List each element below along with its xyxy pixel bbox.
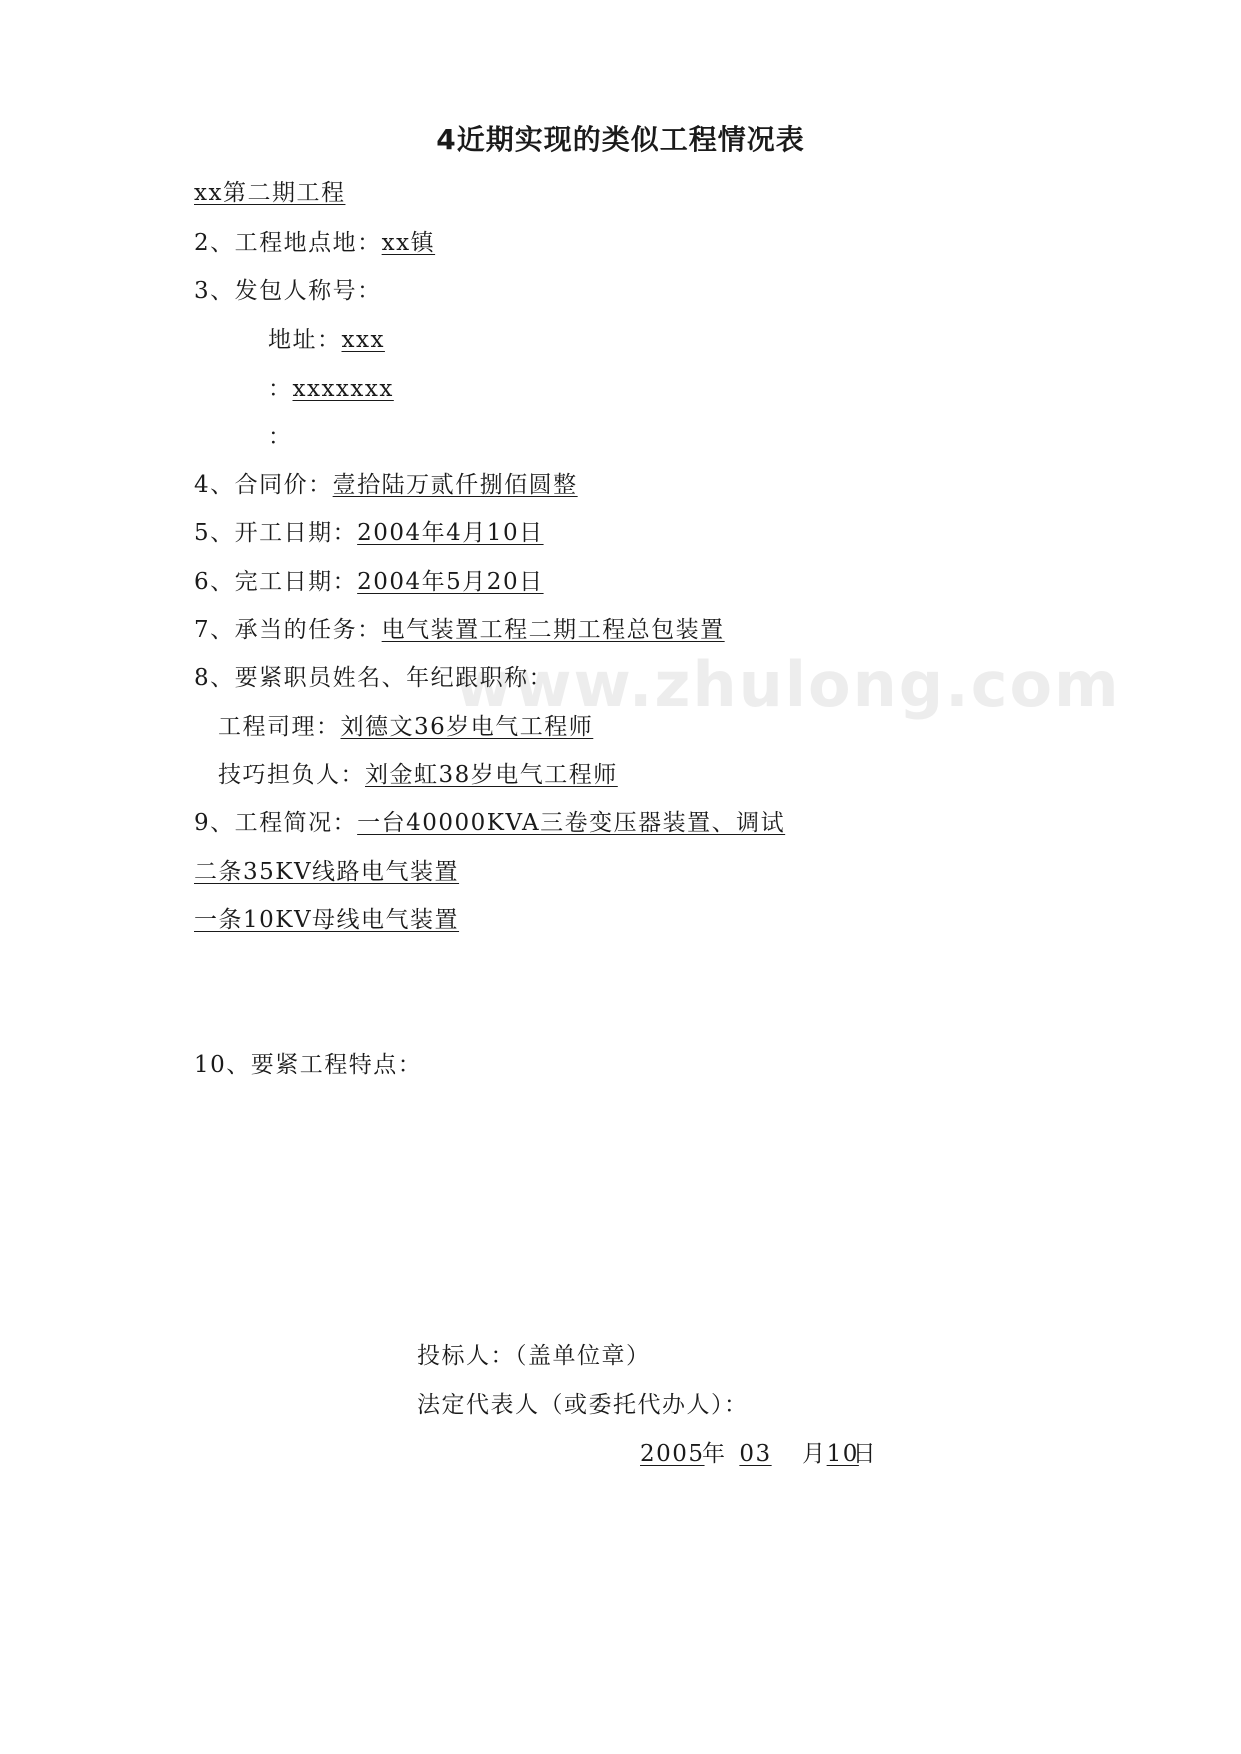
manager-value: 刘德文36岁电气工程师: [340, 714, 594, 740]
watermark: www.zhulong.com: [455, 648, 1121, 721]
page-title: 4近期实现的类似工程情况表: [436, 123, 805, 156]
task-label: 7、承当的任务：: [194, 617, 382, 643]
phone-row: [268, 374, 394, 404]
bidder-line: 投标人：（盖单位章）: [417, 1343, 651, 1369]
tech-label: 技巧担负人：: [218, 762, 365, 788]
start-date-value: 2004年4月10日: [357, 520, 544, 546]
summary-line1: 一台40000KVA三卷变压器装置、调试: [357, 810, 786, 836]
staff-label: 8、要紧职员姓名、年纪跟职称：: [194, 665, 554, 691]
manager-label: 工程司理：: [218, 714, 341, 740]
summary-row: [194, 808, 785, 838]
day-value: 10: [826, 1441, 859, 1467]
end-date-row: [194, 567, 544, 597]
year-value: 2005: [640, 1441, 705, 1467]
task-row: [194, 615, 725, 645]
task-value: 电气装置工程二期工程总包装置: [381, 617, 725, 643]
location-label: 2、工程地点地：: [194, 230, 382, 256]
manager-row: [218, 712, 593, 742]
date-line: [640, 1439, 877, 1469]
phone-value: xxxxxxx: [292, 376, 394, 402]
summary-line3: 一条10KV母线电气装置: [194, 907, 460, 933]
contract-price-label: 4、合同价：: [194, 472, 333, 498]
end-date-value: 2004年5月20日: [357, 569, 544, 595]
contract-price-row: [194, 470, 578, 500]
address-value: xxx: [341, 327, 385, 353]
contract-price-value: 壹拾陆万贰仟捌佰圆整: [332, 472, 578, 498]
location-value: xx镇: [381, 230, 436, 256]
summary-label: 9、工程简况：: [194, 810, 358, 836]
start-date-label: 5、开工日期：: [194, 520, 358, 546]
features-label: 10、要紧工程特点：: [194, 1052, 423, 1078]
phone-label: ：: [268, 376, 293, 402]
summary-line2: 二条35KV线路电气装置: [194, 859, 460, 885]
month-value: 03: [739, 1441, 772, 1467]
day-unit: 日: [852, 1441, 878, 1467]
tech-value: 刘金虹38岁电气工程师: [365, 762, 618, 788]
tech-row: [218, 760, 618, 790]
extra-row: ：: [268, 424, 293, 450]
representative-line: 法定代表人（或委托代办人）：: [417, 1392, 749, 1418]
start-date-row: [194, 518, 544, 548]
year-unit: 年: [702, 1441, 727, 1467]
location-row: [194, 228, 435, 258]
end-date-label: 6、完工日期：: [194, 569, 358, 595]
project-name: xx第二期工程: [194, 180, 346, 206]
address-row: [268, 325, 385, 355]
address-label: 地址：: [268, 327, 342, 353]
employer-label: 3、发包人称号：: [194, 278, 382, 304]
month-unit: 月: [802, 1441, 827, 1467]
